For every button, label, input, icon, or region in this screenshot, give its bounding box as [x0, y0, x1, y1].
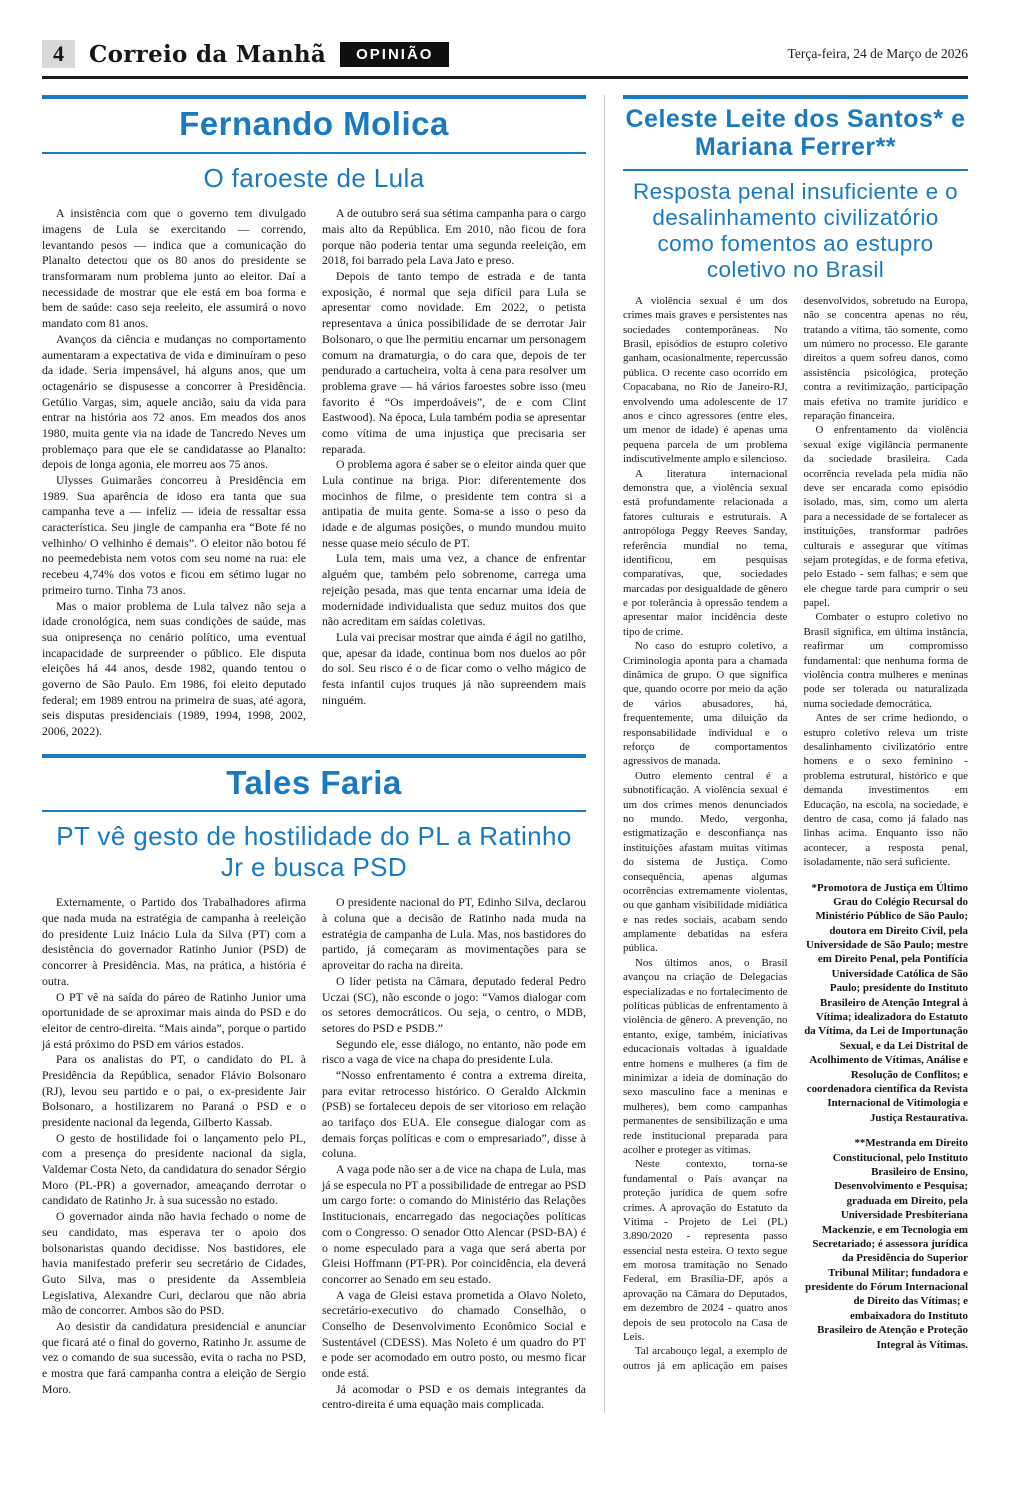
author-names-santos-ferrer: Celeste Leite dos Santos* e Mariana Ferrer**: [625, 105, 966, 162]
paragraph: O presidente nacional do PT, Edinho Silva, declarou à coluna que a decisão de Ratinho nada muda na estratégia de campanha de Lula. Mas, nos bastidores do partido, já começaram as movimentações para se aproveitar do racha na direita.: [322, 895, 586, 973]
paragraph: Depois de tanto tempo de estrada e de tanta exposição, é normal que seja difícil para Lula se apresentar como novidade. Em 2022, o petista representava a única possibilidade de se derrotar Jair Bolsonaro, o que lhe permitiu encarnar um personagem comum na dramaturgia, o do cara que, depois de ter pendurado a cartucheira, volta à cena para resolver um problema grave — há vários faroestes sobre isso (meu favorito é “Os imperdoáveis”, de e com Clint Eastwood). Na época, Lula também podia se apresentar como vítima de uma injustiça que precisaria ser reparada.: [322, 269, 586, 456]
paragraph: O governador ainda não havia fechado o nome de seu candidato, mas esperava ter o apoio dos bolsonaristas quando decidisse. Nos bastidores, ele havia manifestado preferir seu secretário de Cidades, Guto Silva, mas o presidente da Assembleia Legislativa, Alexandre Curi, declarou que não abria mão de concorrer. Ambos são do PSD.: [42, 1209, 306, 1318]
paragraph: **Mestranda em Direito Constitucional, pelo Instituto Brasileiro de Ensino, Desenvolvimento e Pesquisa; graduada em Direito, pela Universidade Presbiteriana Mackenzie, e em Tecnologia em Secretariado; é assessora jurídica da Presidência do Superior Tribunal Militar; fundadora e presidente do Fórum Internacional de Direito das Vítimas; e embaixadora do Instituto Brasileiro de Atenção e Proteção Integral às Vítimas.: [805, 1137, 968, 1351]
paragraph: Nos últimos anos, o Brasil avançou na criação de Delegacias especializadas e no fortalecimento de políticas públicas de enfrentamento à violência de gênero. A prevenção, no entanto, exige, também, iniciativas educacionais voltadas à igualdade entre homens e mulheres (a fim de minimizar a ideia de dominação do sexo masculino face a meninas e mulheres), bem como campanhas permanentes de sensibilização e uma rede institucional preparada para acolher e proteger as vítimas.: [623, 956, 788, 1156]
author-name-molica: Fernando Molica: [179, 105, 449, 143]
paragraph: Avanços da ciência e mudanças no comportamento aumentaram a expectativa de vida e diminuíram o peso da idade. Seria impensável, há alguns anos, que um octagenário se dispusesse a concorrer à Presidência. Getúlio Vargas, sim, aquele ancião, saiu da vida para entrar na história aos 72 anos. Em meados dos anos 1980, muita gente via na idade de Tancredo Neves um problemaço para que ele se candidatasse ao Planalto: depois de longa agonia, ele morreu aos 75 anos.: [42, 331, 306, 472]
article-body-molica: [42, 206, 586, 739]
edition-date: Terça-feira, 24 de Março de 2026: [787, 46, 968, 62]
paragraph: Segundo ele, esse diálogo, no entanto, não pode em risco a vaga de vice na chapa do presidente Lula.: [322, 1036, 586, 1067]
paragraph: Combater o estupro coletivo no Brasil significa, em última instância, reafirmar um compromisso fundamental: que nenhuma forma de violência contra mulheres e meninas pode ser tolerada ou naturalizada numa sociedade democrática.: [803, 611, 968, 710]
page-header: [42, 40, 968, 68]
article-faria: [42, 754, 586, 1413]
paragraph: *Promotora de Justiça em Último Grau do Colégio Recursal do Ministério Público de São Paulo; doutora em Direito Civil, pela Universidade de São Paulo; mestre em Direito Penal, pela Pontifícia Universidade Católica de São Paulo; presidente do Instituto Brasileiro de Atenção Integral à Vítima; idealizadora do Estatuto da Vítima, da Lei de Importunação Sexual, e da Lei Distrital de Acolhimento de Vítimas, Análise e Resolução de Conflitos; e coordenadora científica da Revista Internacional de Vitimologia e Justiça Restaurativa.: [804, 881, 968, 1124]
paragraph: A vaga pode não ser a de vice na chapa de Lula, mas já se especula no PT a possibilidade de entregar ao PSD um cargo forte: o comando do Ministério das Relações Institucionais, encarregado das negociações políticas com o Congresso. O senador Otto Alencar (PSD-BA) é o nome especulado para a vaga que será aberta por Gleisi Hoffmann (PT-PR). Por coincidência, ela deverá concorrer ao Senado em seu estado.: [322, 1162, 586, 1286]
page-content: [42, 95, 968, 1413]
paragraph: Neste contexto, torna-se fundamental o País avançar na proteção jurídica de quem sofre crimes. A aprovação do Estatuto da Vítima - Projeto de Lei (PL) 3.890/2020 - representa passo essencial nesta esteira. O texto segue em morosa tramitação no Senado Federal, em Brasília-DF, após a aprovação na Câmara do Deputados, em dezembro de 2024 - quatro anos depois de seu protocolo na Casa de Leis.: [623, 1158, 788, 1344]
paragraph: Externamente, o Partido dos Trabalhadores afirma que nada muda na estratégia de campanha à reeleição do presidente Luiz Inácio Lula da Silva (PT) com a desistência do governador Ratinho Junior (PSD) de concorrer à Presidência. Mas, na prática, a história é outra.: [42, 895, 306, 988]
paragraph: Ao desistir da candidatura presidencial e anunciar que ficará até o final do governo, Ratinho Jr. assume de vez o comando de sua sucessão, evita o racha no PSD, e mostra que fará campanha contra a eleição de Sergio Moro.: [42, 1318, 306, 1396]
left-column: [42, 95, 604, 1413]
header-rule: [42, 76, 968, 79]
page-number: 4: [42, 40, 75, 68]
author-bios: [804, 881, 969, 1353]
paragraph: A insistência com que o governo tem divulgado imagens de Lula se exercitando — correndo, levantando pesos — indica que a comunicação do Planalto detectou que os 80 anos do presidente se transformaram num problema junto ao eleitor. Daí a necessidade de mostrar que ele está em boa forma e bem de saúde: caso seja reeleito, ele assumirá o novo mandato com 81 anos.: [42, 206, 306, 331]
article-santos-ferrer: [623, 95, 968, 1373]
paragraph: Para os analistas do PT, o candidato do PL à Presidência da República, senador Flávio Bolsonaro (RJ), levou seu partido e o pai, o ex-presidente Jair Bolsonaro, a hostilizarem no Paraná o PSD e o presidente nacional da legenda, Gilberto Kassab.: [42, 1052, 306, 1129]
paragraph: Já acomodar o PSD e os demais integrantes da centro-direita é uma equação mais complicada.: [322, 1381, 586, 1412]
masthead-logo: Correio da Manhã: [89, 40, 327, 68]
section-label: OPINIÃO: [340, 42, 449, 67]
headline-molica: O faroeste de Lula: [203, 162, 425, 193]
paragraph: O gesto de hostilidade foi o lançamento pelo PL, com a presença do presidente nacional da sigla, Valdemar Costa Neto, da candidatura do senador Sérgio Moro (PL-PR) a governador, ameaçando derrotar o candidato de Ratinho Jr. à sua sucessão no estado.: [42, 1130, 306, 1208]
paragraph: Lula tem, mais uma vez, a chance de enfrentar alguém que, também pelo sobrenome, carrega uma rejeição pesada, mas que tenta encarnar uma ideia de modernidade individualista que seduz muitos dos que não acreditam em saídas coletivas.: [322, 551, 586, 629]
headline-santos-ferrer: Resposta penal insuficiente e o desalinhamento civilizatório como fomentos ao estupro coletivo no Brasil: [632, 179, 959, 283]
paragraph: O problema agora é saber se o eleitor ainda quer que Lula continue na briga. Pior: diferentemente dos mocinhos de filme, o presidente tem contra si a antipatia de muita gente. Soma-se a isso o peso da idade e de algumas posições, o mundo mundou muito nesse quase meio século de PT.: [322, 457, 586, 550]
paragraph: Mas o maior problema de Lula talvez não seja a idade cronológica, nem suas condições de saúde, mas sua onipresença no cenário político, uma eventual incapacidade de surpreender o público. Ele disputa eleições há 44 anos, desde 1982, quando tentou o governo de São Paulo. Em 1986, foi eleito deputado federal; em 1989 entrou na primeira de suas, até agora, seis disputas presidenciais (1989, 1994, 1998, 2002, 2006, 2022).: [42, 598, 306, 739]
paragraph: O líder petista na Câmara, deputado federal Pedro Uczai (SC), não esconde o jogo: “Vamos dialogar com os setores democráticos. Ou seja, o centro, o MDB, setores do PSD e PSDB.”: [322, 973, 586, 1035]
paragraph: Tal arcabouço legal, a exemplo de outros já em aplicação em países desenvolvidos, sobretudo na Europa, não se concentra apenas no réu, tratando a vítima, tão somente, como um número no processo. Ele garante direitos a quem sofreu danos, como assistência psicológica, proteção contra a revitimização, participação mais efetiva no tramite jurídico e reparação financeira.: [623, 294, 968, 1372]
paragraph: O enfrentamento da violência sexual exige vigilância permanente da sociedade brasileira. Cada ocorrência revelada pela mídia não deve ser encarada como episódio isolado, mas, sim, como um alerta para a necessidade de se fortalecer as instituições, transformar padrões culturais e assegurar que vítimas sejam protegidas, e de forma efetiva, pelo Estado - sem falhas; e sem que ele chegue tarde para cumprir o seu papel.: [803, 424, 968, 610]
author-name-faria: Tales Faria: [226, 763, 402, 801]
paragraph: Antes de ser crime hediondo, o estupro coletivo releva um triste desalinhamento civilizatório entre homens e o sexo feminino - problema estrutural, histórico e que demanda investimentos em Educação, na escola, na sociedade, e dentro de casa, como já falado nas linhas acima. Enquanto isso não acontecer, a resposta penal, isoladamente, não será suficiente.: [803, 712, 968, 869]
paragraph: Outro elemento central é a subnotificação. A violência sexual é um dos crimes menos denunciados no mundo. Medo, vergonha, estigmatização e desconfiança nas instituições afastam muitas vítimas do sistema de Justiça. Como consequência, apenas algumas ocorrências extremamente violentas, ou que ganham visibilidade midiática e nas redes sociais, acabam sendo amplamente debatidas na esfera pública.: [623, 769, 788, 955]
headline-faria: PT vê gesto de hostilidade do PL a Ratinho Jr e busca PSD: [56, 821, 572, 882]
article-body-santos-ferrer: [623, 294, 968, 1373]
paragraph: O PT vê na saída do páreo de Ratinho Junior uma oportunidade de se aproximar mais ainda do PSD e do eleitor de centro-direita. “Mais ainda”, porque o partido já está próximo do PSD em vários estados.: [42, 989, 306, 1051]
paragraph: “Nosso enfrentamento é contra a extrema direita, para evitar retrocesso histórico. O Geraldo Alckmin (PSB) se fortaleceu depois de ser vitorioso em relação ao tarifaço dos EUA. Ele consegue dialogar com as demais forças políticas e com o empresariado”, disse à coluna.: [322, 1067, 586, 1161]
paragraph: Ulysses Guimarães concorreu à Presidência em 1989. Sua aparência de idoso era tanta que sua campanha teve a — infeliz — ideia de ressaltar essa característica. Seu jingle de campanha era “Bote fé no velhinho/ O velhinho é demais”. O eleitor não botou fé no peemedebista nem votos com seu nome na rua: ele recebeu 4,74% dos votos e ficou em sétimo lugar no primeiro turno. Tinha 73 anos.: [42, 473, 306, 597]
paragraph: A literatura internacional demonstra que, a violência sexual está profundamente relacionada a fatores culturais e estruturais. A antropóloga Peggy Reeves Sanday, referência mundial no tema, identificou, em pesquisas comparativas, que, sociedades marcadas por desigualdade de gênero e por tolerância à opressão tendem a apresentar maior incidência deste tipo de crime.: [623, 467, 788, 638]
paragraph: A de outubro será sua sétima campanha para o cargo mais alto da República. Em 2010, não ficou de fora porque não poderia tentar uma segunda reeleição, em 2018, foi barrado pela Lava Jato e preso.: [322, 206, 586, 268]
paragraph: No caso do estupro coletivo, a Criminologia aponta para a chamada dinâmica de grupo. O que significa que, quando ocorre por meio da ação de vários abusadores, há, frequentemente, uma diluição da responsabilidade individual e o reforço de comportamentos agressivos de manada.: [623, 640, 788, 768]
paragraph: A violência sexual é um dos crimes mais graves e persistentes nas sociedades contemporâneas. No Brasil, episódios de estupro coletivo ganham, ocasionalmente, repercussão pública. O recente caso ocorrido em Copacabana, no Rio de Janeiro-RJ, envolvendo uma adolescente de 17 anos e cinco agressores (entre eles, um menor de idade) é apenas uma pequena parcela de um problema indiscutivelmente amplo e silencioso.: [623, 294, 788, 466]
paragraph: Lula vai precisar mostrar que ainda é ágil no gatilho, que, apesar da idade, continua bom nos duelos ao pôr do sol. Seu risco é o de ficar como o velho mágico de festa infantil cujos truques já não supreendem mais ninguém.: [322, 629, 586, 707]
paragraph: A vaga de Gleisi estava prometida a Olavo Noleto, secretário-executivo do chamado Conselhão, o Conselho de Desenvolvimento Econômico Social e Sustentável (CDESS). Mas Noleto é um quadro do PT e pode ser acomodado em outro posto, ou mesmo ficar onde está.: [322, 1287, 586, 1380]
right-column: [604, 95, 968, 1413]
article-body-faria: [42, 895, 586, 1413]
article-molica: [42, 95, 586, 739]
